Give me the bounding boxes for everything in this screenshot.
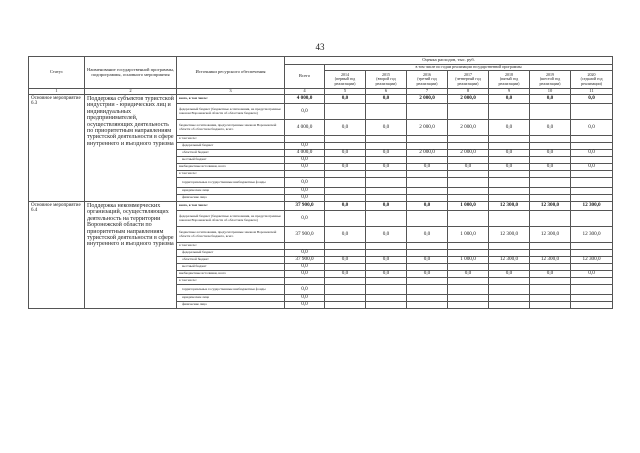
source-label: в том числе: [177,171,285,178]
year-value [530,211,571,227]
table-row [29,202,613,211]
year-value [571,171,613,178]
year-value: 12 300,0 [571,227,613,243]
header-year-sub: (второй год реализации) [375,76,397,86]
year-value [530,195,571,202]
year-value: 0,0 [366,120,407,136]
year-value [407,136,448,143]
year-value [325,243,366,250]
total-value: 0,0 [285,264,325,271]
year-value [448,278,489,285]
year-value: 0,0 [530,271,571,278]
column-number: 10 [530,89,571,95]
year-value [530,285,571,295]
year-value [407,171,448,178]
header-year-sub: (пятый год реализации) [498,76,520,86]
source-label: федеральный бюджет [177,143,285,150]
year-value: 0,0 [571,95,613,104]
year-value: 0,0 [448,164,489,171]
year-value [530,178,571,188]
year-value: 0,0 [530,95,571,104]
source-label: в том числе: [177,243,285,250]
year-value [530,171,571,178]
year-value [530,278,571,285]
year-value [489,136,530,143]
year-value [325,178,366,188]
total-value: 37 900,0 [285,257,325,264]
total-value: 4 000,0 [285,120,325,136]
year-value: 12 300,0 [530,227,571,243]
year-value [366,211,407,227]
header-year: 2015 [382,72,390,78]
source-label: территориальные государственные внебюджетные фонды [177,178,285,188]
year-value [530,302,571,309]
year-value: 12 300,0 [489,227,530,243]
year-value [448,188,489,195]
header-status: Статус [29,57,85,89]
source-label: юридические лица [177,188,285,195]
year-value [407,285,448,295]
year-value [448,136,489,143]
header-year-cell [489,71,530,89]
year-value: 0,0 [407,257,448,264]
year-value [325,136,366,143]
source-label: в том числе: [177,278,285,285]
year-value: 0,0 [325,202,366,211]
year-value [530,295,571,302]
page-number: 43 [315,42,325,52]
year-value: 2 000,0 [407,120,448,136]
year-value: 12 300,0 [571,202,613,211]
header-year: 2014 [341,72,349,78]
total-value: 0,0 [285,302,325,309]
total-value: 4 000,0 [285,150,325,157]
year-value [407,278,448,285]
header-year: 2017 [464,72,472,78]
resource-table [28,56,613,309]
section-status: Основное мероприятие 6.4 [29,202,85,309]
source-label: бюджетные ассигнования, предусмотренные законом Воронежской области об областном бюджете, всего [177,227,285,243]
total-value: 4 000,0 [285,95,325,104]
year-value [407,178,448,188]
header-year: 2018 [505,72,513,78]
total-value: 0,0 [285,164,325,171]
source-label: всего, в том числе: [177,202,285,211]
year-value [407,302,448,309]
total-value: 0,0 [285,143,325,150]
header-year-sub: (седьмой год реализации) [580,76,603,86]
year-value [530,136,571,143]
year-value: 0,0 [489,150,530,157]
year-value [489,188,530,195]
year-value [489,211,530,227]
source-label: территориальные государственные внебюджетные фонды [177,285,285,295]
year-value [489,278,530,285]
column-number: 1 [29,89,85,95]
year-value [325,211,366,227]
year-value [407,195,448,202]
column-number: 3 [177,89,285,95]
year-value: 2 000,0 [448,150,489,157]
year-value [407,211,448,227]
column-number: 7 [407,89,448,95]
year-value [407,243,448,250]
source-label: местный бюджет [177,157,285,164]
source-label: областной бюджет [177,257,285,264]
year-value [407,104,448,120]
year-value [448,104,489,120]
year-value: 0,0 [366,164,407,171]
year-value [366,302,407,309]
total-value: 0,0 [285,285,325,295]
year-value [489,243,530,250]
year-value [571,211,613,227]
column-number: 9 [489,89,530,95]
year-value: 0,0 [366,150,407,157]
source-label: федеральный бюджет [177,250,285,257]
header-year-sub: (первый год реализации) [334,76,356,86]
total-value [285,278,325,285]
year-value [448,211,489,227]
year-value [489,285,530,295]
year-value [571,104,613,120]
year-value: 0,0 [325,120,366,136]
year-value [325,285,366,295]
year-value [571,136,613,143]
year-value [325,278,366,285]
header-including: в том числе по годам реализации государственной программы [325,65,613,71]
year-value [571,178,613,188]
year-value [366,285,407,295]
year-value [571,302,613,309]
year-value: 0,0 [366,202,407,211]
header-year-cell [448,71,489,89]
year-value: 0,0 [407,202,448,211]
year-value [489,171,530,178]
source-label: внебюджетные источники, всего [177,271,285,278]
year-value [407,188,448,195]
header-year-sub: (четвертый год реализации) [455,76,481,86]
year-value [407,295,448,302]
year-value: 0,0 [366,95,407,104]
year-value: 2 000,0 [407,150,448,157]
year-value: 0,0 [530,164,571,171]
year-value: 0,0 [407,164,448,171]
year-value: 0,0 [366,227,407,243]
year-value: 0,0 [407,271,448,278]
source-label: федеральный бюджет (бюджетные ассигнования, не предусмотренные законом Воронежской области об областном бюджете) [177,211,285,227]
year-value: 0,0 [325,227,366,243]
year-value: 0,0 [530,150,571,157]
header-year-cell [530,71,571,89]
year-value: 12 300,0 [571,257,613,264]
year-value [571,278,613,285]
year-value [530,188,571,195]
year-value: 12 300,0 [530,202,571,211]
total-value: 37 900,0 [285,227,325,243]
year-value [325,302,366,309]
year-value [489,295,530,302]
year-value [448,285,489,295]
year-value: 0,0 [571,150,613,157]
header-total: Всего [285,65,325,89]
year-value [366,195,407,202]
header-year: 2016 [423,72,431,78]
year-value: 0,0 [489,95,530,104]
year-value: 0,0 [489,271,530,278]
year-value [448,295,489,302]
header-year-sub: (шестой год реализации) [539,76,561,86]
year-value [571,295,613,302]
total-value: 0,0 [285,157,325,164]
year-value: 0,0 [325,271,366,278]
year-value [571,243,613,250]
total-value: 0,0 [285,295,325,302]
source-label: физические лица [177,195,285,202]
column-number: 5 [325,89,366,95]
column-number: 4 [285,89,325,95]
source-label: в том числе: [177,136,285,143]
year-value [366,104,407,120]
source-label: юридические лица [177,295,285,302]
year-value: 0,0 [571,164,613,171]
year-value [366,171,407,178]
header-year: 2020 [587,72,596,78]
year-value [489,178,530,188]
header-year-sub: (третий год реализации) [416,76,438,86]
year-value: 2 000,0 [448,120,489,136]
column-number: 2 [85,89,177,95]
column-number: 11 [571,89,613,95]
header-estimate: Оценка расходов, тыс. руб. [285,57,613,65]
year-value [489,302,530,309]
header-year: 2019 [546,72,554,78]
source-label: внебюджетные источники, всего [177,164,285,171]
year-value: 0,0 [366,257,407,264]
year-value [448,302,489,309]
section-name: Поддержка субъектов туристской индустрии - юридических лиц и индивидуальных предпринимателей, осуществляющих деятельность по приоритетным направлениям туристской деятельности в сфере внутреннего и въездного туризма [85,95,177,202]
year-value [325,295,366,302]
total-value: 37 900,0 [285,202,325,211]
year-value [325,171,366,178]
year-value [571,188,613,195]
total-value: 0,0 [285,195,325,202]
source-label: местный бюджет [177,264,285,271]
source-label: всего, в том числе: [177,95,285,104]
year-value [489,104,530,120]
year-value [366,178,407,188]
year-value: 2 000,0 [407,95,448,104]
year-value: 12 300,0 [530,257,571,264]
table-row [29,95,613,104]
year-value: 0,0 [571,271,613,278]
year-value [366,188,407,195]
source-label: физические лица [177,302,285,309]
year-value [448,243,489,250]
total-value: 0,0 [285,178,325,188]
year-value [530,104,571,120]
header-program-name: Наименование государственной программы, подпрограммы, основного мероприятия [85,57,177,89]
total-value: 0,0 [285,188,325,195]
year-value: 1 000,0 [448,257,489,264]
year-value: 0,0 [489,164,530,171]
year-value: 12 300,0 [489,257,530,264]
year-value [366,295,407,302]
header-year-cell [366,71,407,89]
year-value [325,104,366,120]
year-value: 0,0 [366,271,407,278]
source-label: федеральный бюджет (бюджетные ассигнования, не предусмотренные законом Воронежской области об областном бюджете) [177,104,285,120]
year-value [448,178,489,188]
year-value [448,171,489,178]
year-value: 0,0 [325,257,366,264]
source-label: бюджетные ассигнования, предусмотренные законом Воронежской области об областном бюджете, всего [177,120,285,136]
year-value: 0,0 [489,120,530,136]
year-value [571,195,613,202]
year-value: 2 000,0 [448,95,489,104]
header-year-cell [571,71,613,89]
year-value [366,278,407,285]
total-value: 0,0 [285,250,325,257]
source-label: областной бюджет [177,150,285,157]
year-value [366,243,407,250]
year-value: 0,0 [448,271,489,278]
total-value: 0,0 [285,271,325,278]
year-value [325,195,366,202]
year-value [530,243,571,250]
year-value [366,136,407,143]
header-year-cell [325,71,366,89]
year-value: 0,0 [325,164,366,171]
year-value: 0,0 [325,95,366,104]
year-value: 1 000,0 [448,227,489,243]
section-status: Основное мероприятие 6.3 [29,95,85,202]
year-value: 0,0 [530,120,571,136]
year-value: 1 000,0 [448,202,489,211]
year-value [489,195,530,202]
year-value: 12 300,0 [489,202,530,211]
section-name: Поддержка некоммерческих организаций, осуществляющих деятельность на территории Воронежской области по приоритетным направлениям туристской деятельности в сфере внутреннего и въездного туризма [85,202,177,309]
year-value [571,285,613,295]
total-value: 0,0 [285,211,325,227]
header-year-cell [407,71,448,89]
year-value: 0,0 [407,227,448,243]
year-value: 0,0 [571,120,613,136]
column-number: 8 [448,89,489,95]
year-value [325,188,366,195]
column-number: 6 [366,89,407,95]
total-value [285,171,325,178]
year-value [448,195,489,202]
total-value: 0,0 [285,104,325,120]
header-source: Источники ресурсного обеспечения [177,57,285,89]
year-value: 0,0 [325,150,366,157]
